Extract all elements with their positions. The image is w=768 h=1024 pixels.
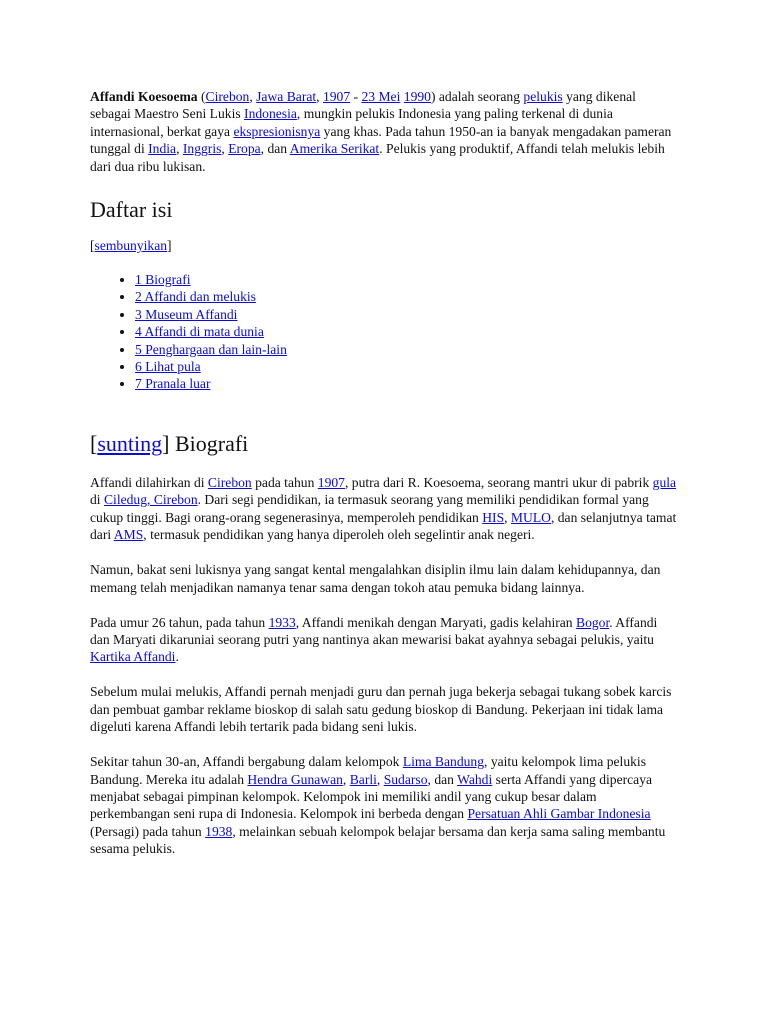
link-mulo[interactable]: MULO [510,509,551,525]
text-span: , [376,771,384,787]
toc-link-affandi-dan-melukis[interactable]: 2 Affandi dan melukis [135,289,256,305]
text-span: , [316,89,323,104]
toc-item [135,306,680,323]
text-span: . Dari segi pendidikan, ia termasuk seorang yang memiliki pendidikan formal yang cukup tinggi. Bagi orang-orang segenerasinya, memperoleh pendidikan [90,492,649,525]
paragraph: Sebelum mulai melukis, Affandi pernah menjadi guru dan pernah juga bekerja sebagai tukang sobek karcis dan pembuat gambar reklame bioskop di salah satu gedung bioskop di Bandung. Pekerjaan ini tidak lama digeluti karena Affandi lebih tertarik pada bidang seni lukis. [90,684,672,735]
link-1907[interactable]: 1907 [317,474,345,490]
link-1907[interactable]: 1907 [322,89,351,104]
link-ekspresionisnya[interactable]: ekspresionisnya [233,123,321,139]
toc-link-museum-affandi[interactable]: 3 Museum Affandi [135,306,238,322]
bracket-close: ] [167,238,172,254]
link-jawa-barat[interactable]: Jawa Barat [256,89,317,104]
bracket-open: [ [90,430,98,456]
toc-link-lihat-pula[interactable]: 6 Lihat pula [135,359,201,375]
link-inggris[interactable]: Inggris [182,141,222,157]
text-span: - [350,89,362,104]
text-span: . Pelukis yang produktif, Affandi telah melukis lebih dari dua ribu lukisan. [90,141,665,174]
link-eropa[interactable]: Eropa [228,141,261,157]
link-bogor[interactable]: Bogor [576,614,610,630]
text-span: , dan [260,141,290,157]
link-cirebon[interactable]: Cirebon [207,474,252,490]
text-span: pada tahun [251,474,318,490]
section-body [90,474,680,858]
text-span: di [90,492,104,508]
section-heading-biografi [90,431,680,457]
text-span: (Persagi) pada tahun [90,823,206,839]
link-lima-bandung[interactable]: Lima Bandung [402,754,485,770]
text-span: , yaitu kelompok lima pelukis Bandung. Mereka itu adalah [90,754,646,787]
toc-item [135,288,680,305]
text-span: yang dikenal sebagai Maestro Seni Lukis [90,89,636,122]
text-span: Affandi dilahirkan di [90,474,208,490]
link-kartika-affandi[interactable]: Kartika Affandi [90,649,176,665]
text-span: , [176,141,183,157]
link-gula[interactable]: gula [652,474,677,490]
link-ciledug[interactable]: Ciledug, Cirebon [103,492,198,508]
text-span: , [504,509,511,525]
link-his[interactable]: HIS [482,509,505,525]
toc-item [135,375,680,392]
text-span: Pada umur 26 tahun, pada tahun [90,614,269,630]
paragraph: Namun, bakat seni lukisnya yang sangat kental mengalahkan disiplin ilmu lain dalam kehidupannya, dan memang telah menjadikan namanya tenar sama dengan tokoh atau pemuka bidang lainnya. [90,562,661,595]
link-1990[interactable]: 1990 [403,89,431,104]
text-span: ( [197,89,206,104]
toc-item [135,271,680,288]
toc-item [135,341,680,358]
link-barli[interactable]: Barli [349,771,377,787]
bracket-close: ] [162,430,170,456]
toc-toggle [90,237,680,254]
text-span: , dan selanjutnya tamat dari [90,509,677,543]
article-subject-name: Affandi Koesoema [90,89,198,104]
text-span: Sekitar tahun 30-an, Affandi bergabung dalam kelompok [90,754,403,770]
paragraph [90,614,680,666]
link-hendra-gunawan[interactable]: Hendra Gunawan [247,771,343,787]
text-span: , termasuk pendidikan yang hanya diperoleh oleh segelintir anak negeri. [143,527,535,543]
paragraph [90,753,680,857]
toc-item [135,358,680,375]
text-span: , putra dari R. Koesoema, seorang mantri ukur di pabrik [344,474,653,490]
section-title: Biografi [169,430,249,456]
link-sudarso[interactable]: Sudarso [383,771,428,787]
text-span: , [249,89,257,104]
toc-list [90,271,680,393]
toc-hide-link[interactable]: sembunyikan [94,238,168,254]
text-span: . Affandi dan Maryati dikaruniai seorang putri yang nantinya akan mewarisi bakat ayahnya sebagai pelukis, yaitu [90,614,658,647]
text-span: , [342,771,350,787]
link-1938[interactable]: 1938 [205,823,233,839]
text-span: , Affandi menikah dengan Maryati, gadis kelahiran [295,614,576,630]
text-span: , melainkan sebuah kelompok belajar bersama dan kerja sama saling membantu sesama pelukis. [90,823,666,857]
toc-heading: Daftar isi [90,197,173,223]
text-span: ) adalah seorang [430,89,524,104]
paragraph [90,474,680,544]
toc-link-penghargaan[interactable]: 5 Penghargaan dan lain-lain [135,341,287,357]
link-ams[interactable]: AMS [113,527,144,543]
text-span: , [221,141,229,157]
link-indonesia[interactable]: Indonesia [244,106,297,122]
text-span: , mungkin pelukis Indonesia yang paling terkenal di dunia internasional, berkat gaya [90,106,613,139]
article-content [90,88,680,858]
link-persagi[interactable]: Persatuan Ahli Gambar Indonesia [467,806,651,822]
bracket-open: [ [90,238,95,254]
text-span: yang khas. Pada tahun 1950-an ia banyak mengadakan pameran tunggal di [90,123,672,157]
intro-paragraph [90,88,680,175]
text-span: serta Affandi yang dipercaya menjabat sebagai pimpinan kelompok. Kelompok ini memiliki andil yang cukup besar dalam perkembangan seni rupa di Indonesia. Kelompok ini berbeda dengan [90,771,653,822]
toc-link-affandi-di-mata-dunia[interactable]: 4 Affandi di mata dunia [135,324,264,340]
link-23-mei[interactable]: 23 Mei [361,89,401,104]
link-india[interactable]: India [148,141,177,157]
toc-link-pranala-luar[interactable]: 7 Pranala luar [135,376,211,392]
link-wahdi[interactable]: Wahdi [457,771,493,787]
link-amerika-serikat[interactable]: Amerika Serikat [289,141,380,157]
toc-link-biografi[interactable]: 1 Biografi [135,272,191,288]
toc-item [135,323,680,340]
edit-section-link[interactable]: sunting [97,430,163,456]
link-1933[interactable]: 1933 [268,614,296,630]
text-span: . [175,649,179,665]
link-cirebon[interactable]: Cirebon [205,89,250,104]
link-pelukis[interactable]: pelukis [523,89,563,104]
text-span: , dan [427,771,458,787]
